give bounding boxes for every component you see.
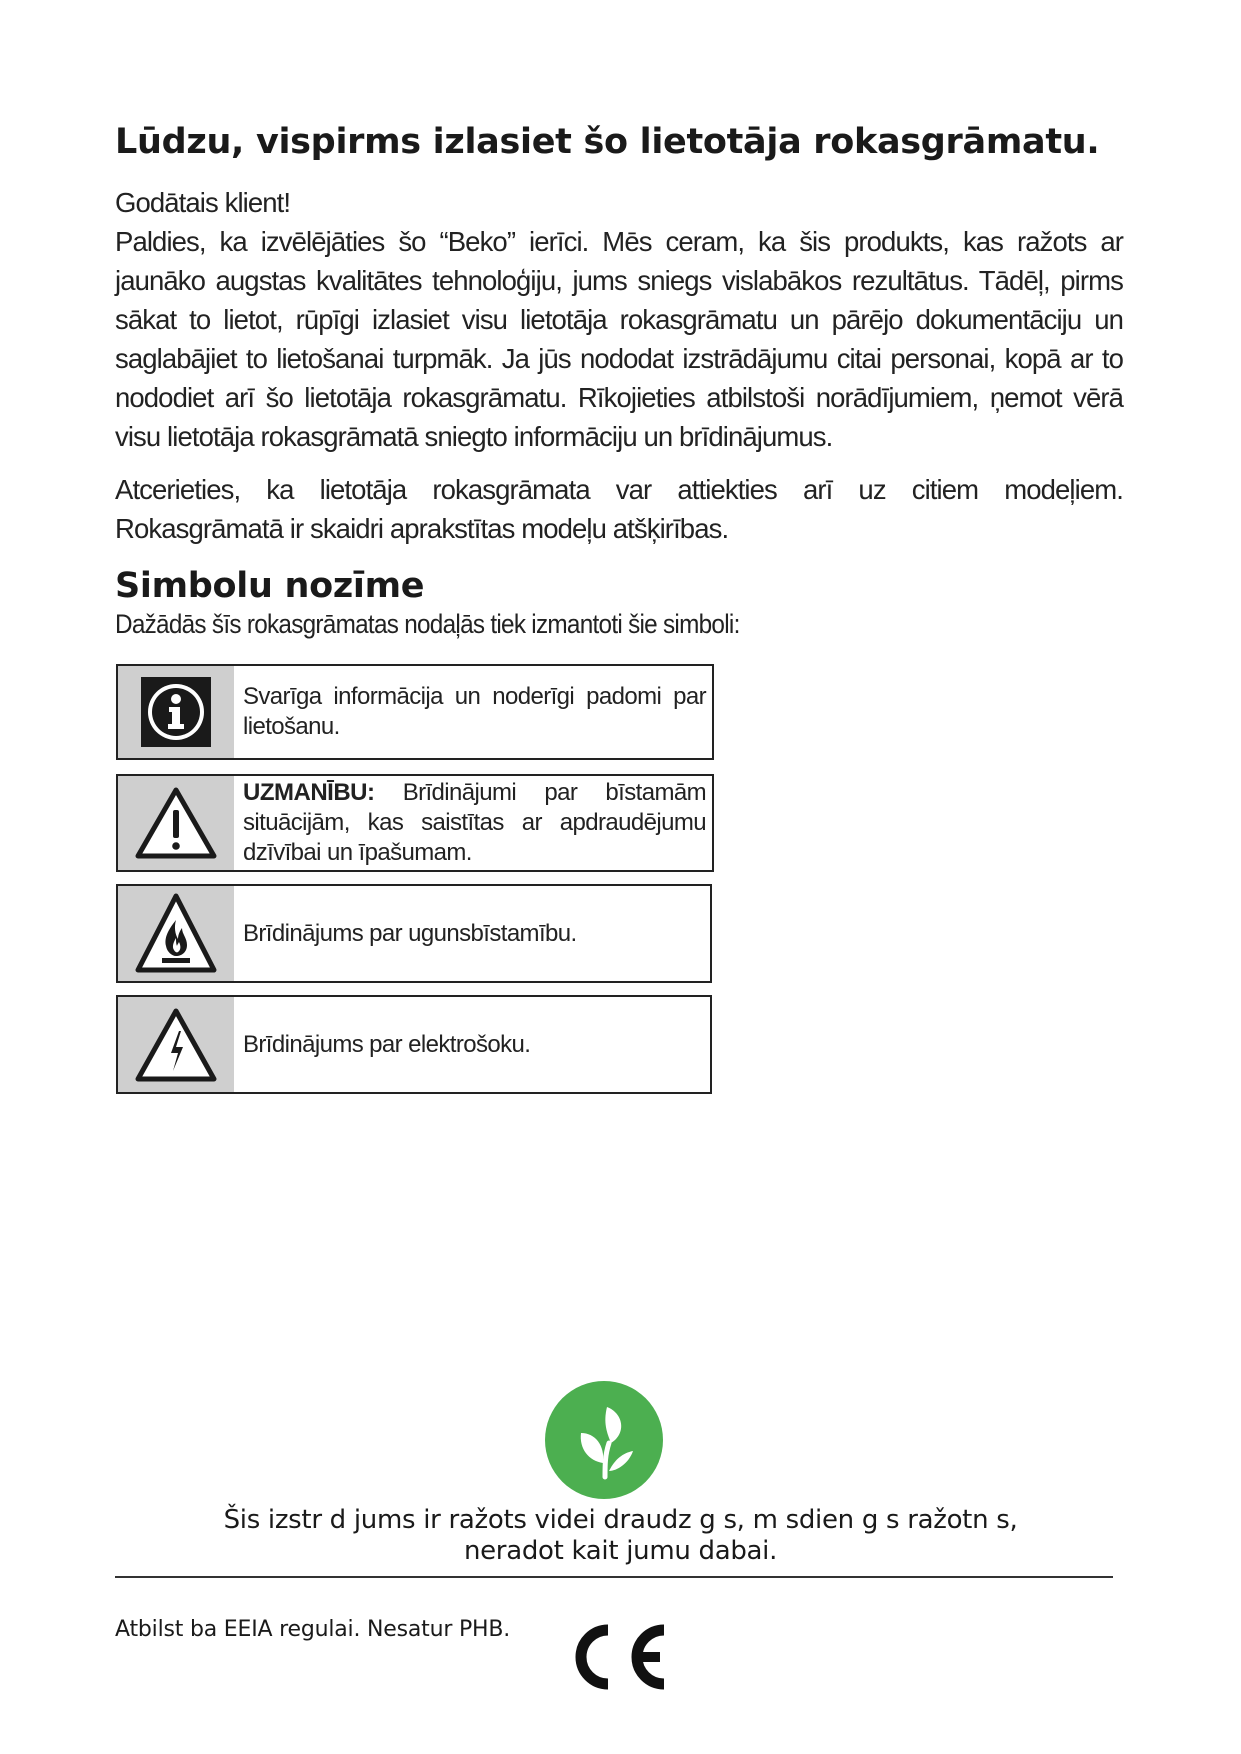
electric-shock-icon (118, 997, 234, 1092)
ce-mark-icon (568, 1618, 674, 1696)
page-title: Lūdzu, vispirms izlasiet šo lietotāja rokasgrāmatu. (115, 122, 1100, 162)
intro-paragraph: Paldies, ka izvēlējāties šo “Beko” ierīci. Mēs ceram, ka šis produkts, kas ražots ar jaunāko augstas kvalitātes tehnoloģiju, jums sniegs vislabākos rezultātus. Tādēļ, pirms sākat to lietot, rūpīgi izlasiet visu lietotāja rokasgrāmatu un pārējo dokumentāciju un saglabājiet to lietošanai turpmāk. Ja jūs nododat izstrādājumu citai personai, kopā ar to nododiet arī šo lietotāja rokasgrāmatu. Rīkojieties atbilstoši norādījumiem, ņemot vērā visu lietotāja rokasgrāmatā sniegto informāciju un brīdinājumus. (115, 226, 1123, 452)
greeting: Godātais klient! (115, 187, 291, 218)
symbol-row-warning (116, 774, 714, 872)
symbols-subheading: Dažādās šīs rokasgrāmatas nodaļās tiek izmantoti šie simboli: (115, 609, 740, 639)
models-note-paragraph: Atcerieties, ka lietotāja rokasgrāmata var attiekties arī uz citiem modeļiem. Rokasgrāmatā ir skaidri aprakstītas modeļu atšķirības. (115, 474, 1123, 544)
symbol-row-info (116, 664, 714, 760)
symbol-row-electric (116, 995, 712, 1094)
fire-hazard-icon (118, 886, 234, 981)
symbol-description: Brīdinājumi par bīstamām situācijām, kas saistītas ar apdraudējumu dzīvībai un īpašumam. (243, 779, 706, 866)
symbol-row-fire (116, 884, 712, 983)
eco-statement (0, 1505, 1241, 1567)
symbol-label: UZMANĪBU: (243, 779, 375, 806)
warning-icon (118, 776, 234, 870)
compliance-note: Atbilst ba EEIA regulai. Nesatur PHB. (115, 1617, 511, 1642)
symbol-description: Brīdinājums par ugunsbīstamību. (243, 919, 577, 947)
info-icon (118, 666, 234, 758)
eco-line-1: Šis izstr d jums ir ražots videi draudz g s, m sdien g s ražotn s, (223, 1505, 1018, 1535)
leaf-icon (545, 1381, 663, 1499)
footer-divider (115, 1576, 1113, 1578)
symbols-heading: Simbolu nozīme (115, 566, 425, 606)
eco-line-2: neradot kait jumu dabai. (463, 1536, 778, 1566)
symbol-description: Svarīga informācija un noderīgi padomi par lietošanu. (243, 683, 706, 740)
symbol-description: Brīdinājums par elektrošoku. (243, 1030, 531, 1058)
